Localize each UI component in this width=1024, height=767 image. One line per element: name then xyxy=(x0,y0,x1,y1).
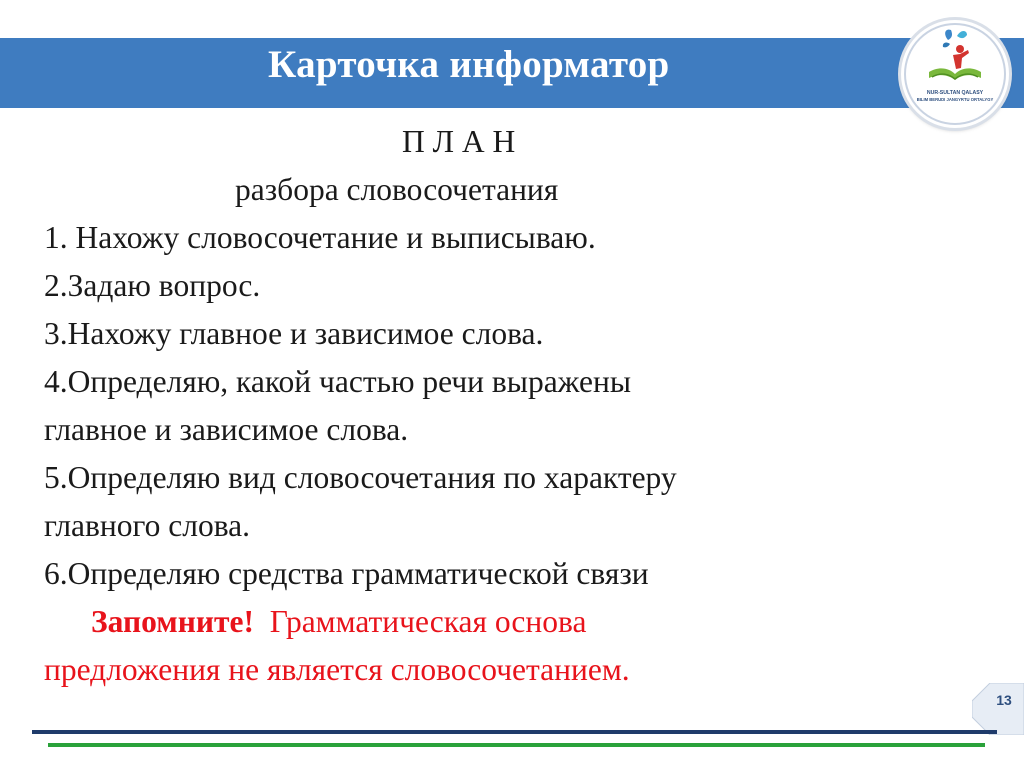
plan-step-6: 6.Определяю средства грамматической связи xyxy=(44,556,649,591)
plan-step-2: 2.Задаю вопрос. xyxy=(44,268,261,303)
plan-step-4: 4.Определяю, какой частью речи выражены xyxy=(44,364,632,399)
organization-logo xyxy=(901,20,1009,128)
plan-step-5: 5.Определяю вид словосочетания по характеру xyxy=(44,460,677,495)
note-label: Запомните! xyxy=(91,604,254,639)
plan-heading: П Л А Н xyxy=(402,124,516,159)
logo-emblem-icon xyxy=(901,20,1009,128)
page-corner-shape xyxy=(972,683,1024,735)
note-text-2: предложения не является словосочетанием. xyxy=(44,652,630,687)
page-number: 13 xyxy=(996,692,1012,708)
note-line-1 xyxy=(44,598,944,646)
plan-step-5-cont: главного слова. xyxy=(44,508,251,543)
plan-step-3: 3.Нахожу главное и зависимое слова. xyxy=(44,316,544,351)
plan-step-4-cont: главное и зависимое слова. xyxy=(44,412,409,447)
note-text-1: Грамматическая основа xyxy=(269,604,587,639)
plan-subheading: разбора словосочетания xyxy=(235,172,559,207)
footer-blue-line xyxy=(32,730,997,734)
footer-green-line xyxy=(48,743,985,747)
logo-text-line1: NUR-SULTAN QALASY xyxy=(926,90,984,96)
slide-content xyxy=(44,118,944,694)
logo-text-line2: BILIM BERUDI JANGYRTU ORTALYGY xyxy=(916,97,994,102)
plan-step-1: 1. Нахожу словосочетание и выписываю. xyxy=(44,220,596,255)
slide-title: Карточка информатор xyxy=(268,43,670,86)
